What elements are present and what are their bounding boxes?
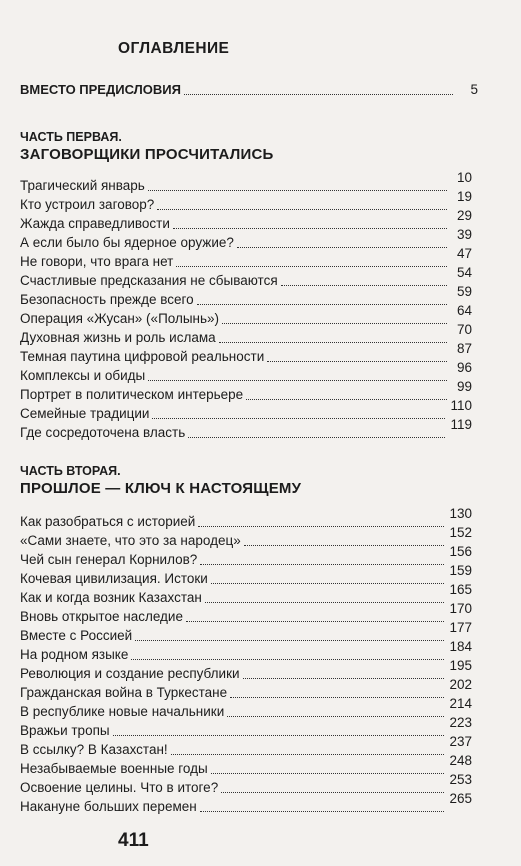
part-1-title: ЗАГОВОРЩИКИ ПРОСЧИТАЛИСЬ xyxy=(20,146,274,163)
toc-entry xyxy=(20,620,472,644)
entry-page: 152 xyxy=(449,525,472,540)
entry-page: 159 xyxy=(449,563,472,578)
toc-entry xyxy=(20,360,472,384)
toc-entry xyxy=(20,379,472,403)
dot-leader xyxy=(243,678,445,679)
entry-page: 87 xyxy=(456,341,472,356)
toc-entry-intro xyxy=(20,80,478,98)
dot-leader xyxy=(198,526,444,527)
dot-leader xyxy=(157,209,447,210)
entry-page: 253 xyxy=(449,772,472,787)
toc-entry xyxy=(20,582,472,606)
entry-page: 223 xyxy=(449,715,472,730)
entry-label: Духовная жизнь и роль ислама xyxy=(20,330,216,345)
entry-page: 54 xyxy=(456,265,472,280)
entry-label: Не говори, что врага нет xyxy=(20,254,174,269)
toc-entry xyxy=(20,246,472,270)
dot-leader xyxy=(188,437,445,438)
toc-entry xyxy=(20,170,472,194)
toc-entry xyxy=(20,601,472,625)
dot-leader xyxy=(222,323,447,324)
toc-entry xyxy=(20,791,472,815)
dot-leader xyxy=(186,621,445,622)
entry-label: На родном языке xyxy=(20,647,129,662)
entry-page: 110 xyxy=(450,398,472,413)
entry-page: 195 xyxy=(449,658,472,673)
dot-leader xyxy=(267,361,447,362)
entry-page: 47 xyxy=(456,246,472,261)
entry-page: 156 xyxy=(449,544,472,559)
dot-leader xyxy=(244,545,445,546)
entry-label: В ссылку? В Казахстан! xyxy=(20,742,168,757)
entry-label: Гражданская война в Туркестане xyxy=(20,685,228,700)
entry-label: Портрет в политическом интерьере xyxy=(20,387,244,402)
dot-leader xyxy=(221,792,444,793)
toc-entry xyxy=(20,284,472,308)
dot-leader xyxy=(148,380,447,381)
entry-page: 64 xyxy=(456,303,472,318)
entry-page: 130 xyxy=(449,506,472,521)
toc-entry xyxy=(20,639,472,663)
toc-entry xyxy=(20,303,472,327)
toc-entry xyxy=(20,696,472,720)
entry-label: Как и когда возник Казахстан xyxy=(20,590,202,605)
toc-entry xyxy=(20,265,472,289)
dot-leader xyxy=(148,190,447,191)
dot-leader xyxy=(227,716,444,717)
dot-leader xyxy=(152,418,445,419)
toc-entry xyxy=(20,544,472,568)
toc-entry xyxy=(20,753,472,777)
entry-page: 265 xyxy=(449,791,472,806)
entry-label: ВМЕСТО ПРЕДИСЛОВИЯ xyxy=(20,82,181,97)
entry-page: 5 xyxy=(470,82,478,97)
dot-leader xyxy=(246,399,447,400)
dot-leader xyxy=(173,228,447,229)
dot-leader xyxy=(171,754,445,755)
entry-page: 165 xyxy=(449,582,472,597)
toc-entry xyxy=(20,341,472,365)
entry-label: Операция «Жусан» («Полынь») xyxy=(20,311,220,326)
dot-leader xyxy=(113,735,445,736)
entry-page: 119 xyxy=(450,417,472,432)
dot-leader xyxy=(200,564,444,565)
dot-leader xyxy=(281,285,447,286)
toc-entry xyxy=(20,189,472,213)
entry-label: Вновь открытое наследие xyxy=(20,609,183,624)
dot-leader xyxy=(237,247,447,248)
dot-leader xyxy=(230,697,444,698)
toc-entry xyxy=(20,208,472,232)
dot-leader xyxy=(184,94,453,95)
dot-leader xyxy=(211,773,445,774)
part-2-label: ЧАСТЬ ВТОРАЯ. xyxy=(20,464,121,478)
dot-leader xyxy=(131,659,444,660)
entry-label: Как разобраться с историей xyxy=(20,514,196,529)
entry-page: 214 xyxy=(449,696,472,711)
entry-page: 59 xyxy=(456,284,472,299)
entry-label: Кто устроил заговор? xyxy=(20,197,155,212)
toc-title: ОГЛАВЛЕНИЕ xyxy=(118,40,230,57)
entry-label: Накануне больших перемен xyxy=(20,799,197,814)
entry-label: Вражьи тропы xyxy=(20,723,110,738)
entry-page: 19 xyxy=(456,189,472,204)
toc-entry xyxy=(20,772,472,796)
entry-page: 248 xyxy=(449,753,472,768)
entry-label: Чей сын генерал Корнилов? xyxy=(20,552,198,567)
entry-page: 170 xyxy=(449,601,472,616)
entry-label: Освоение целины. Что в итоге? xyxy=(20,780,219,795)
entry-label: Безопасность прежде всего xyxy=(20,292,194,307)
toc-entry xyxy=(20,734,472,758)
entry-label: Счастливые предсказания не сбываются xyxy=(20,273,278,288)
entry-label: А если было бы ядерное оружие? xyxy=(20,235,234,250)
dot-leader xyxy=(200,811,445,812)
toc-entry xyxy=(20,227,472,251)
entry-page: 39 xyxy=(456,227,472,242)
toc-entry xyxy=(20,417,472,441)
page-number: 411 xyxy=(118,830,149,851)
entry-label: Вместе с Россией xyxy=(20,628,133,643)
entry-label: Незабываемые военные годы xyxy=(20,761,208,776)
toc-entry xyxy=(20,563,472,587)
entry-label: Кочевая цивилизация. Истоки xyxy=(20,571,208,586)
toc-entry xyxy=(20,658,472,682)
part-1-label: ЧАСТЬ ПЕРВАЯ. xyxy=(20,130,122,144)
toc-entry xyxy=(20,677,472,701)
entry-page: 29 xyxy=(456,208,472,223)
part-2-title: ПРОШЛОЕ — КЛЮЧ К НАСТОЯЩЕМУ xyxy=(20,480,302,497)
toc-entry xyxy=(20,525,472,549)
entry-page: 70 xyxy=(456,322,472,337)
entry-label: Темная паутина цифровой реальности xyxy=(20,349,265,364)
entry-label: В республике новые начальники xyxy=(20,704,225,719)
entry-page: 10 xyxy=(456,170,472,185)
dot-leader xyxy=(176,266,447,267)
toc-entry xyxy=(20,715,472,739)
entry-label: Трагический январь xyxy=(20,178,145,193)
toc-entry xyxy=(20,506,472,530)
entry-page: 202 xyxy=(449,677,472,692)
entry-page: 99 xyxy=(456,379,472,394)
entry-label: Комплексы и обиды xyxy=(20,368,146,383)
dot-leader xyxy=(219,342,447,343)
entry-page: 184 xyxy=(449,639,472,654)
entry-page: 237 xyxy=(449,734,472,749)
entry-label: «Сами знаете, что это за народец» xyxy=(20,533,241,548)
entry-label: Семейные традиции xyxy=(20,406,150,421)
dot-leader xyxy=(211,583,445,584)
dot-leader xyxy=(205,602,445,603)
entry-label: Где сосредоточена власть xyxy=(20,425,186,440)
dot-leader xyxy=(197,304,447,305)
toc-entry xyxy=(20,322,472,346)
entry-page: 177 xyxy=(449,620,472,635)
entry-page: 96 xyxy=(456,360,472,375)
entry-label: Жажда справедливости xyxy=(20,216,170,231)
entry-label: Революция и создание республики xyxy=(20,666,240,681)
dot-leader xyxy=(135,640,444,641)
toc-entry xyxy=(20,398,472,422)
